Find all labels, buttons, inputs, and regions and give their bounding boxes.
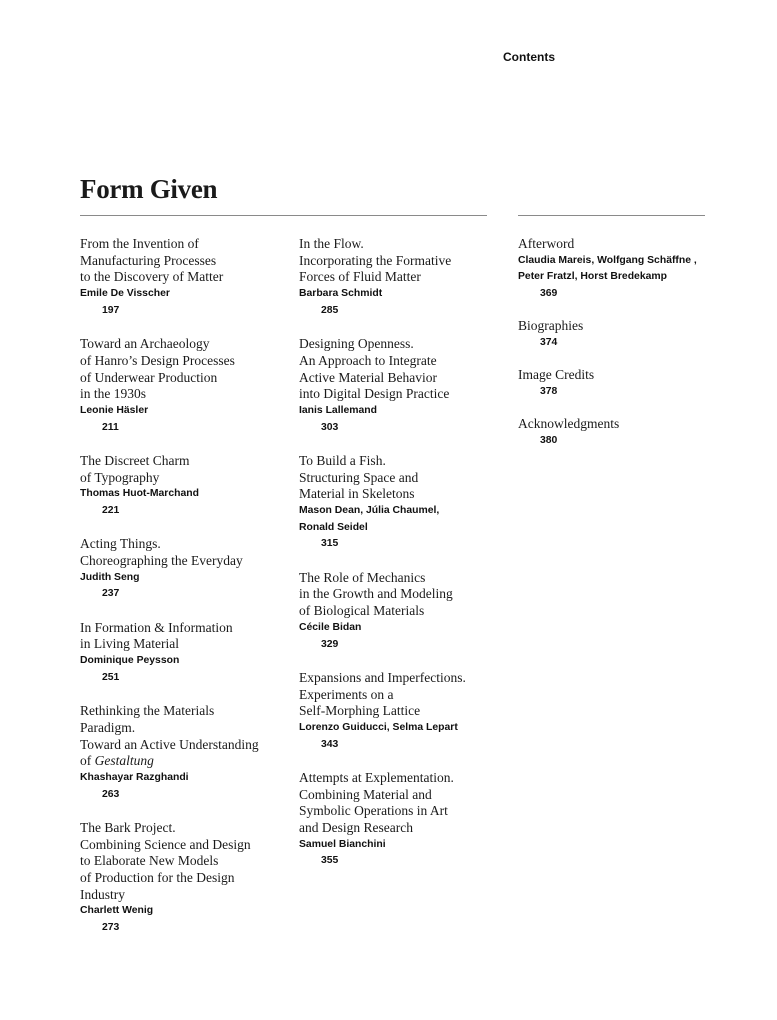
entry-title-line: to the Discovery of Matter [80,269,224,285]
entry-title-line: of Production for the Design [80,870,235,886]
entry-title-line: Manufacturing Processes [80,252,217,268]
entry-author: Charlett Wenig [80,905,154,917]
toc-entry[interactable] [80,336,285,436]
entry-author: Emile De Visscher [80,288,170,300]
entry-author: Lorenzo Guiducci, Selma Lepart [299,721,458,733]
entry-title-line: Structuring Space and [299,469,419,485]
entry-title-line: Biographies [518,318,584,334]
entry-title-line: Combining Science and Design [80,836,251,852]
toc-entry[interactable] [299,236,504,320]
entry-author: Samuel Bianchini [299,838,386,850]
entry-title-line: to Elaborate New Models [80,853,219,869]
toc-column-3 [518,236,728,465]
entry-page-number: 263 [102,788,120,800]
entry-title-line: of Typography [80,469,160,485]
entry-title-line: Incorporating the Formative [299,252,452,268]
entry-page-number: 197 [102,304,120,316]
entry-title-line: in the 1930s [80,386,146,402]
entry-page-number: 251 [102,671,120,683]
entry-title-line: In the Flow. [299,236,364,251]
entry-title-line: Material in Skeletons [299,486,415,502]
entry-title-line: in the Growth and Modeling [299,586,453,602]
toc-entry[interactable] [80,703,285,803]
entry-title-line: In Formation & Information [80,619,233,635]
entry-title-line: in Living Material [80,636,179,652]
entry-author: Claudia Mareis, Wolfgang Schäffne , [518,254,697,266]
entry-page-number: 355 [321,855,339,867]
entry-title-line: Symbolic Operations in Art [299,803,448,819]
entry-title-line: and Design Research [299,820,413,836]
sidebar-rule [518,215,705,216]
entry-title-line: The Discreet Charm [80,452,190,468]
entry-title-line: To Build a Fish. [299,452,386,468]
entry-title-prefix: of [80,753,95,769]
entry-author: Ianis Lallemand [299,404,377,416]
entry-title-line: From the Invention of [80,236,199,251]
entry-title-line: Attempts at Explementation. [299,769,454,785]
section-title: Form Given [80,174,218,204]
entry-author: Khashayar Razghandi [80,771,189,783]
entry-author: Dominique Peysson [80,655,180,667]
entry-author: Ronald Seidel [299,521,368,533]
entry-title-line: The Role of Mechanics [299,569,426,585]
entry-title-line: An Approach to Integrate [299,352,437,368]
toc-entry[interactable] [299,453,504,553]
entry-author: Mason Dean, Júlia Chaumel, [299,505,440,517]
toc-entry[interactable] [299,770,504,870]
entry-title-line: Rethinking the Materials [80,703,215,719]
entry-title-line: Toward an Active Understanding [80,736,259,752]
toc-entry[interactable] [518,318,728,351]
entry-author: Thomas Huot-Marchand [80,488,199,500]
entry-title-line: The Bark Project. [80,819,176,835]
toc-column-2 [299,236,504,887]
entry-title-line: of Hanro’s Design Processes [80,352,235,368]
entry-title-line: Image Credits [518,367,595,383]
title-rule [80,215,487,216]
toc-entry[interactable] [299,336,504,436]
toc-entry[interactable] [299,670,504,754]
toc-entry[interactable] [80,536,285,603]
entry-page-number: 221 [102,505,120,517]
entry-title-line: Active Material Behavior [299,369,437,385]
entry-author: Barbara Schmidt [299,288,383,300]
entry-title-line [80,753,285,770]
entry-title-line: Paradigm. [80,719,136,735]
toc-column-1 [80,236,285,953]
toc-entry[interactable] [518,416,728,449]
entry-title-line: Industry [80,886,125,902]
entry-title-line: Forces of Fluid Matter [299,269,421,285]
entry-title-line: of Biological Materials [299,603,425,619]
entry-page-number: 343 [321,738,339,750]
entry-page-number: 378 [540,386,558,398]
toc-entry[interactable] [80,236,285,320]
entry-page-number: 211 [102,421,119,433]
entry-page-number: 374 [540,337,558,349]
entry-page-number: 369 [540,288,558,300]
entry-title-line: Choreographing the Everyday [80,553,243,569]
toc-entry[interactable] [80,820,285,937]
entry-page-number: 237 [102,588,120,600]
entry-title-line: Afterword [518,236,575,251]
entry-title-line: into Digital Design Practice [299,386,450,402]
entry-title-line: Acting Things. [80,536,161,552]
entry-title-italic: Gestaltung [94,753,154,769]
entry-title-line: of Underwear Production [80,369,218,385]
entry-title-line: Expansions and Imperfections. [299,669,466,685]
entry-author: Leonie Häsler [80,404,149,416]
entry-title-line: Experiments on a [299,686,394,702]
entry-page-number: 315 [321,538,339,550]
entry-author: Judith Seng [80,571,140,583]
running-header: Contents [503,50,555,64]
entry-page-number: 273 [102,922,120,934]
entry-author: Peter Fratzl, Horst Bredekamp [518,271,667,283]
toc-entry[interactable] [518,367,728,400]
entry-title-line: Self-Morphing Lattice [299,703,421,719]
entry-page-number: 285 [321,304,339,316]
entry-title-line: Designing Openness. [299,336,414,352]
toc-entry[interactable] [80,620,285,687]
entry-page-number: 303 [321,421,339,433]
entry-page-number: 380 [540,435,558,447]
entry-title-line: Toward an Archaeology [80,336,210,352]
toc-entry[interactable] [80,453,285,520]
entry-title-line: Combining Material and [299,786,432,802]
entry-title-line: Acknowledgments [518,416,620,432]
entry-author: Cécile Bidan [299,621,362,633]
entry-page-number: 329 [321,638,339,650]
toc-entry[interactable] [518,236,728,303]
toc-entry[interactable] [299,570,504,654]
